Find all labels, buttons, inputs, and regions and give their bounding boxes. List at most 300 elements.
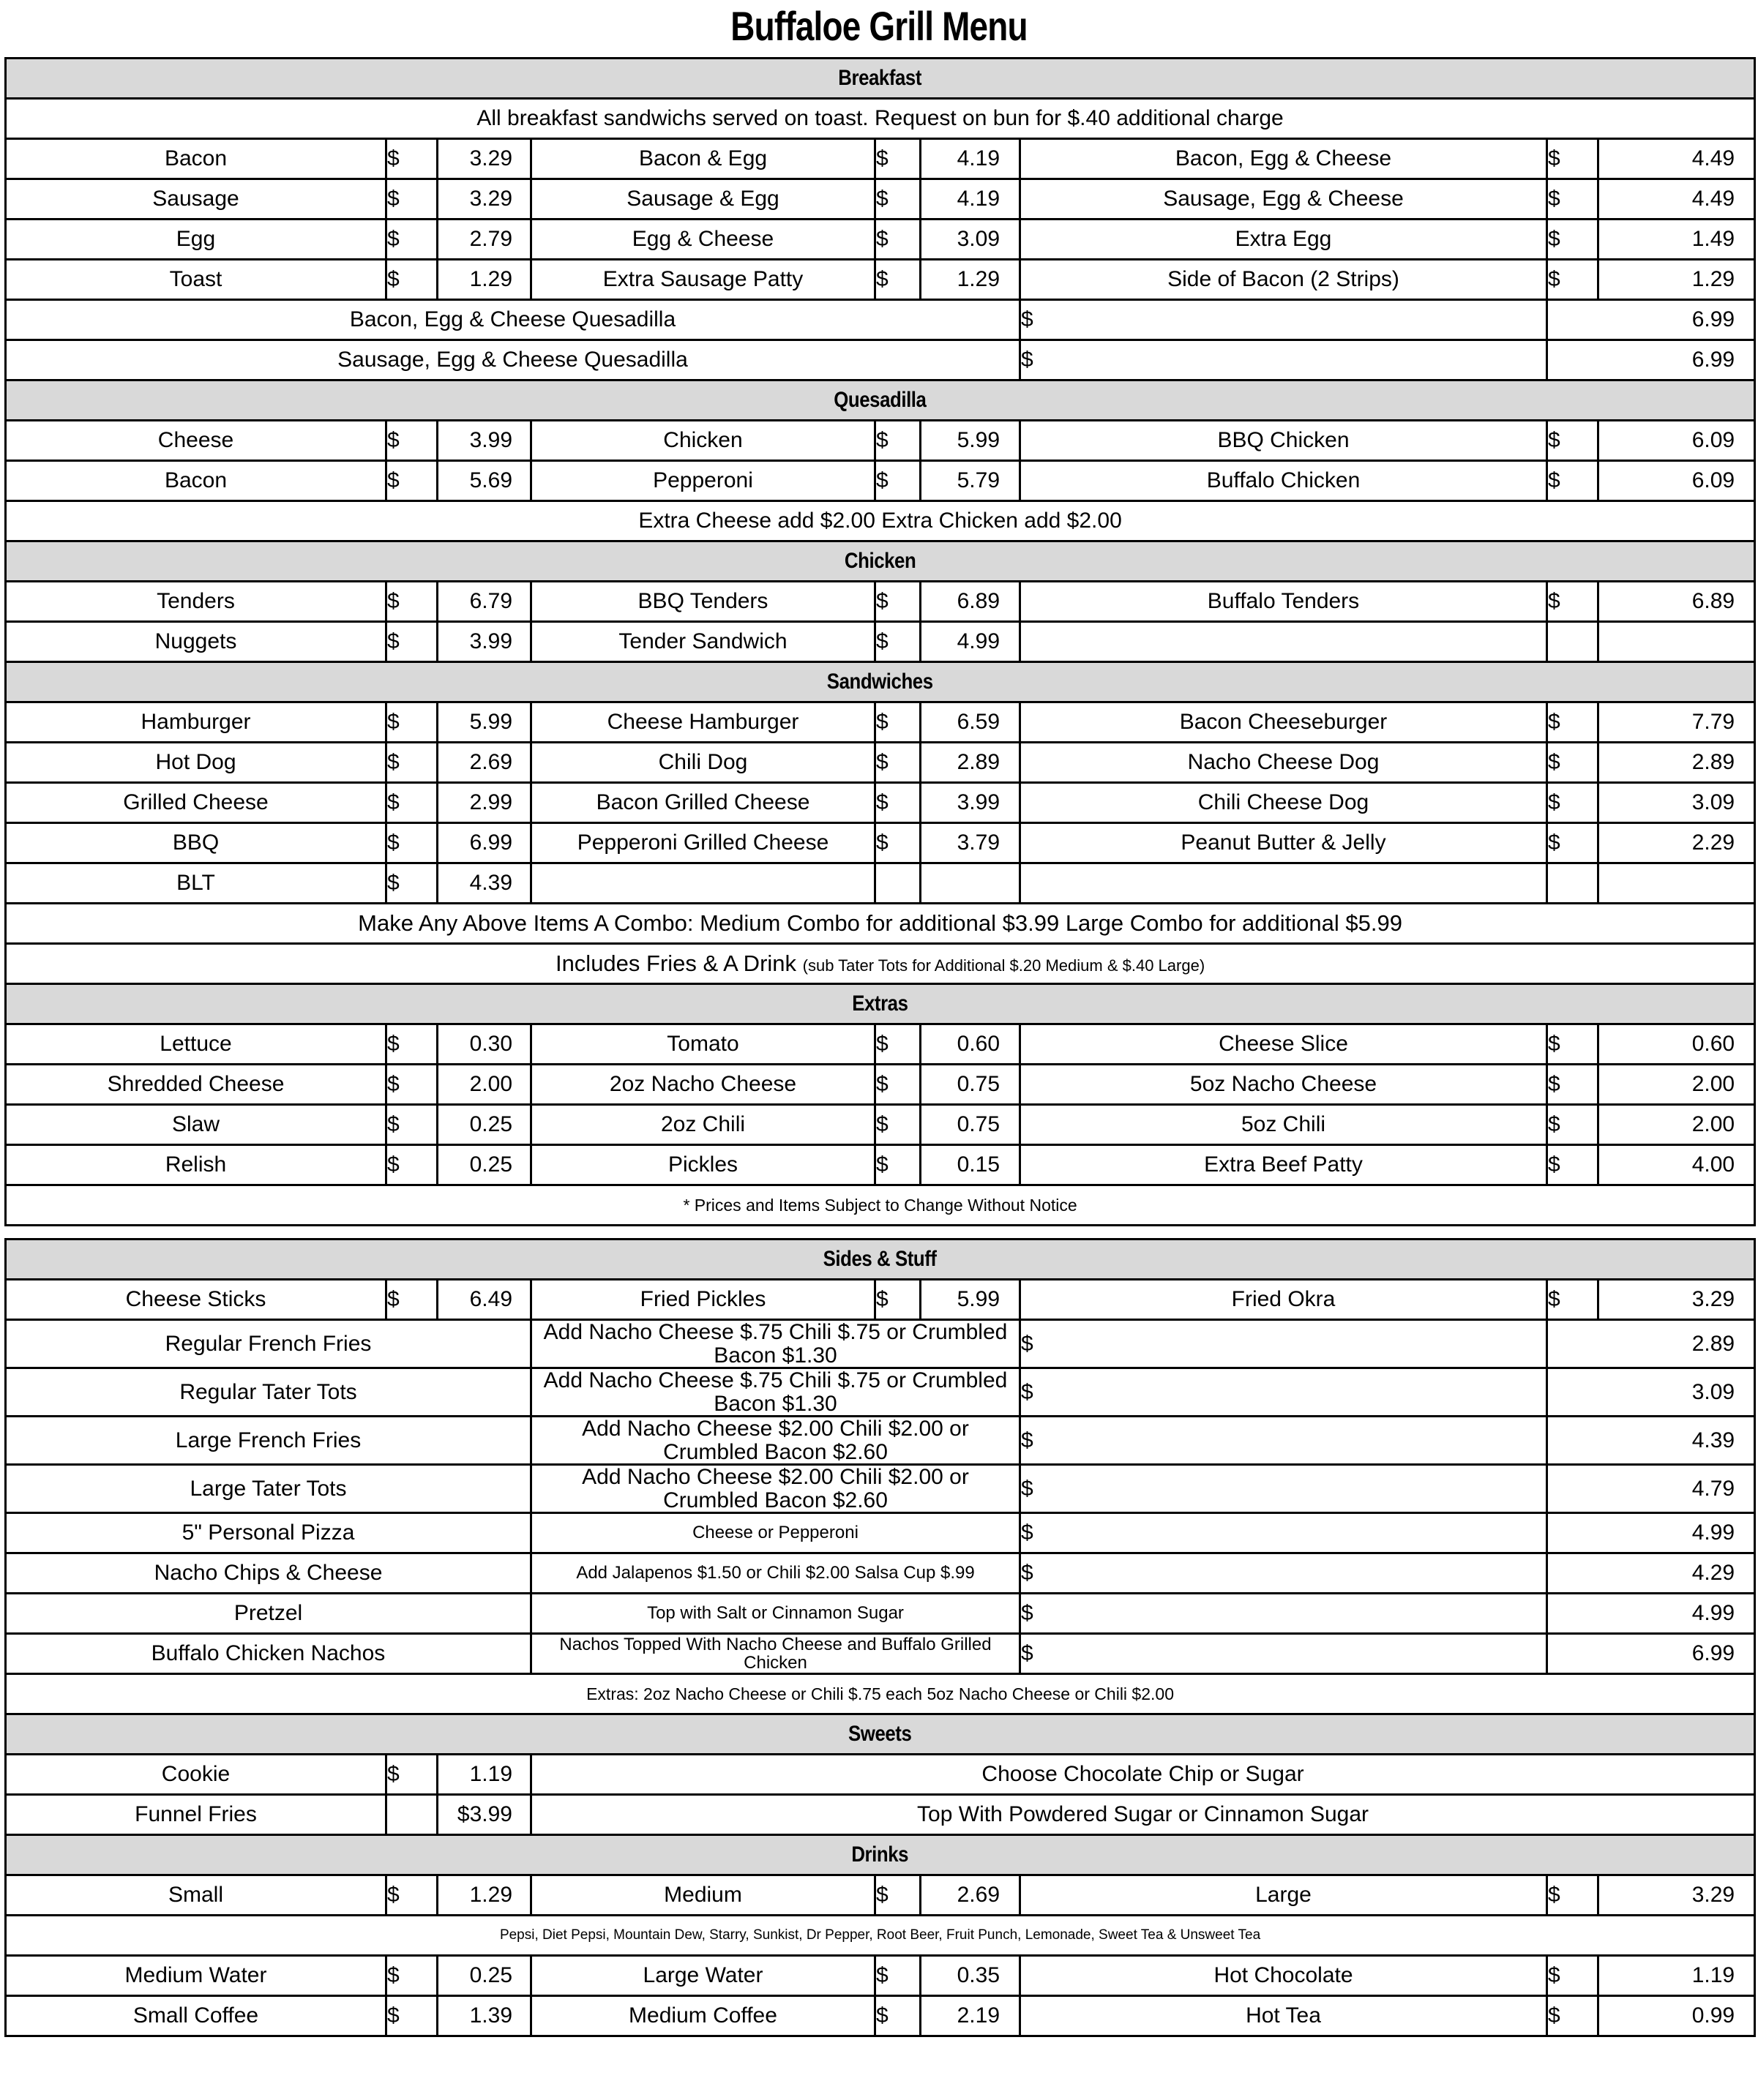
- currency-symbol: $: [1547, 461, 1598, 501]
- currency-symbol: $: [386, 783, 438, 823]
- item-price: 3.09: [1547, 1368, 1755, 1417]
- item-price: 2.99: [438, 783, 531, 823]
- item-price: 1.19: [438, 1755, 531, 1795]
- item-name: BBQ Tenders: [531, 582, 875, 622]
- item-name: Chili Cheese Dog: [1020, 783, 1547, 823]
- item-name: 5" Personal Pizza: [6, 1513, 531, 1553]
- item-name: [531, 863, 875, 904]
- item-name: Buffalo Chicken: [1020, 461, 1547, 501]
- item-description: Top With Powdered Sugar or Cinnamon Sugar: [531, 1795, 1755, 1835]
- menu-row: [6, 1996, 1755, 2036]
- currency-symbol: $: [1547, 179, 1598, 220]
- item-description: Add Nacho Cheese $2.00 Chili $2.00 or Crumbled Bacon $2.60: [531, 1417, 1020, 1465]
- item-description: Add Nacho Cheese $.75 Chili $.75 or Crumbled Bacon $1.30: [531, 1320, 1020, 1368]
- currency-symbol: $: [1020, 1320, 1547, 1368]
- item-name: Pepperoni: [531, 461, 875, 501]
- item-name: Bacon Cheeseburger: [1020, 702, 1547, 743]
- item-price: 6.89: [921, 582, 1020, 622]
- item-name: BBQ: [6, 823, 386, 863]
- item-name: Cheese Hamburger: [531, 702, 875, 743]
- item-name: Cheese: [6, 421, 386, 461]
- menu-row: [6, 1875, 1755, 1916]
- item-price: 0.60: [1598, 1024, 1755, 1065]
- section-header-sweets: [6, 1714, 1755, 1755]
- item-price: 6.99: [438, 823, 531, 863]
- item-price: 4.99: [1547, 1594, 1755, 1634]
- currency-symbol: $: [1547, 783, 1598, 823]
- item-name: Bacon, Egg & Cheese: [1020, 139, 1547, 179]
- item-price: 3.79: [921, 823, 1020, 863]
- section-header-row: [6, 1835, 1755, 1875]
- section-header-chicken: [6, 541, 1755, 582]
- section-title: Chicken: [844, 549, 916, 574]
- section-header-extras: [6, 984, 1755, 1024]
- item-price: 1.29: [438, 1875, 531, 1916]
- currency-symbol: $: [875, 1996, 921, 2036]
- item-price: 2.69: [921, 1875, 1020, 1916]
- item-price: 4.29: [1547, 1553, 1755, 1594]
- currency-symbol: $: [1547, 743, 1598, 783]
- item-price: 5.99: [438, 702, 531, 743]
- currency-symbol: $: [1020, 340, 1547, 380]
- section-header-quesadilla: [6, 380, 1755, 421]
- item-name: Side of Bacon (2 Strips): [1020, 260, 1547, 300]
- item-name: Egg: [6, 220, 386, 260]
- currency-symbol: $: [1547, 260, 1598, 300]
- currency-symbol: $: [875, 179, 921, 220]
- currency-symbol: $: [386, 1065, 438, 1105]
- menu-row: [6, 622, 1755, 662]
- item-price: 2.29: [1598, 823, 1755, 863]
- item-name: Egg & Cheese: [531, 220, 875, 260]
- item-name: Toast: [6, 260, 386, 300]
- section-title: Sides & Stuff: [823, 1247, 938, 1272]
- currency-symbol: $: [875, 421, 921, 461]
- item-price: 2.00: [1598, 1065, 1755, 1105]
- item-price: [1598, 622, 1755, 662]
- currency-symbol: [1547, 863, 1598, 904]
- item-name: Extra Beef Patty: [1020, 1145, 1547, 1185]
- item-price: 1.39: [438, 1996, 531, 2036]
- currency-symbol: $: [1020, 300, 1547, 340]
- item-price: 0.30: [438, 1024, 531, 1065]
- currency-symbol: $: [386, 421, 438, 461]
- item-price: 0.60: [921, 1024, 1020, 1065]
- currency-symbol: $: [1547, 702, 1598, 743]
- item-name: Funnel Fries: [6, 1795, 386, 1835]
- currency-symbol: $: [1020, 1513, 1547, 1553]
- item-name: Medium Coffee: [531, 1996, 875, 2036]
- item-price: 7.79: [1598, 702, 1755, 743]
- item-name: Large French Fries: [6, 1417, 531, 1465]
- currency-symbol: $: [386, 1875, 438, 1916]
- currency-symbol: $: [1020, 1465, 1547, 1513]
- item-name: Buffalo Chicken Nachos: [6, 1634, 531, 1674]
- currency-symbol: $: [386, 1105, 438, 1145]
- currency-symbol: $: [875, 582, 921, 622]
- section-title: Breakfast: [838, 66, 922, 91]
- item-name: Pretzel: [6, 1594, 531, 1634]
- combo-note-2-main: Includes Fries & A Drink: [555, 950, 803, 976]
- currency-symbol: $: [1547, 582, 1598, 622]
- menu-row-desc: [6, 1465, 1755, 1513]
- section-header-row: [6, 59, 1755, 99]
- item-price: 2.00: [438, 1065, 531, 1105]
- currency-symbol: $: [386, 702, 438, 743]
- item-price: 4.19: [921, 179, 1020, 220]
- note-row: [6, 1674, 1755, 1714]
- item-price: [921, 863, 1020, 904]
- section-header-row: [6, 541, 1755, 582]
- item-name: Fried Pickles: [531, 1280, 875, 1320]
- item-price: 0.25: [438, 1956, 531, 1996]
- section-header-row: [6, 1714, 1755, 1755]
- currency-symbol: $: [386, 179, 438, 220]
- currency-symbol: $: [1547, 421, 1598, 461]
- item-name: Chili Dog: [531, 743, 875, 783]
- menu-row: [6, 582, 1755, 622]
- item-price: [1598, 863, 1755, 904]
- currency-symbol: $: [386, 461, 438, 501]
- note-row: [6, 1916, 1755, 1956]
- currency-symbol: $: [875, 1145, 921, 1185]
- item-name: [1020, 622, 1547, 662]
- item-price: 6.99: [1547, 300, 1755, 340]
- sides-note: Extras: 2oz Nacho Cheese or Chili $.75 each 5oz Nacho Cheese or Chili $2.00: [6, 1674, 1755, 1714]
- menu-row: [6, 461, 1755, 501]
- currency-symbol: $: [1547, 1996, 1598, 2036]
- currency-symbol: $: [1547, 139, 1598, 179]
- currency-symbol: $: [1547, 1065, 1598, 1105]
- item-price: 5.69: [438, 461, 531, 501]
- currency-symbol: $: [1547, 1956, 1598, 1996]
- item-name: Extra Egg: [1020, 220, 1547, 260]
- item-name: Hot Tea: [1020, 1996, 1547, 2036]
- menu-row-wide: [6, 340, 1755, 380]
- currency-symbol: $: [875, 743, 921, 783]
- item-name: Sausage, Egg & Cheese Quesadilla: [6, 340, 1020, 380]
- item-price: 4.39: [438, 863, 531, 904]
- menu-row-desc: [6, 1513, 1755, 1553]
- menu-row: [6, 743, 1755, 783]
- item-name: Extra Sausage Patty: [531, 260, 875, 300]
- item-name: Large Tater Tots: [6, 1465, 531, 1513]
- menu-row-desc: [6, 1594, 1755, 1634]
- item-name: Regular French Fries: [6, 1320, 531, 1368]
- menu-row: [6, 783, 1755, 823]
- quesadilla-note: Extra Cheese add $2.00 Extra Chicken add $2.00: [6, 501, 1755, 541]
- menu-row-desc: [6, 1417, 1755, 1465]
- currency-symbol: $: [386, 220, 438, 260]
- breakfast-note: All breakfast sandwichs served on toast. Request on bun for $.40 additional charge: [6, 99, 1755, 139]
- item-price: 6.09: [1598, 461, 1755, 501]
- currency-symbol: $: [1547, 823, 1598, 863]
- item-name: Buffalo Tenders: [1020, 582, 1547, 622]
- price-disclaimer: * Prices and Items Subject to Change Without Notice: [6, 1185, 1755, 1226]
- combo-note: Make Any Above Items A Combo: Medium Combo for additional $3.99 Large Combo for additional $5.99: [6, 904, 1755, 944]
- item-price: 4.00: [1598, 1145, 1755, 1185]
- item-name: Tomato: [531, 1024, 875, 1065]
- menu-row-desc: [6, 1320, 1755, 1368]
- section-header-row: [6, 662, 1755, 702]
- item-name: Bacon & Egg: [531, 139, 875, 179]
- item-description: Add Jalapenos $1.50 or Chili $2.00 Salsa Cup $.99: [531, 1553, 1020, 1594]
- currency-symbol: $: [386, 1145, 438, 1185]
- menu-row: [6, 702, 1755, 743]
- menu-row: [6, 139, 1755, 179]
- item-price: 3.99: [438, 421, 531, 461]
- menu-row: [6, 823, 1755, 863]
- item-name: Relish: [6, 1145, 386, 1185]
- currency-symbol: $: [386, 139, 438, 179]
- item-price: 0.25: [438, 1105, 531, 1145]
- item-price: 0.99: [1598, 1996, 1755, 2036]
- item-name: Nuggets: [6, 622, 386, 662]
- section-title: Sweets: [848, 1722, 912, 1747]
- item-description: Top with Salt or Cinnamon Sugar: [531, 1594, 1020, 1634]
- item-name: Medium Water: [6, 1956, 386, 1996]
- currency-symbol: $: [1547, 1105, 1598, 1145]
- combo-note-2-sub: (sub Tater Tots for Additional $.20 Medium & $.40 Large): [802, 956, 1205, 975]
- currency-symbol: $: [1547, 1024, 1598, 1065]
- currency-symbol: $: [1547, 1875, 1598, 1916]
- item-price: 0.75: [921, 1065, 1020, 1105]
- currency-symbol: $: [386, 260, 438, 300]
- item-name: 2oz Nacho Cheese: [531, 1065, 875, 1105]
- menu-row: [6, 260, 1755, 300]
- section-header-row: [6, 1240, 1755, 1280]
- item-price: 0.25: [438, 1145, 531, 1185]
- note-row: [6, 501, 1755, 541]
- menu-row: [6, 1280, 1755, 1320]
- item-price: 4.99: [921, 622, 1020, 662]
- item-name: Grilled Cheese: [6, 783, 386, 823]
- item-price: 4.49: [1598, 139, 1755, 179]
- item-price: 3.29: [1598, 1280, 1755, 1320]
- item-name: Slaw: [6, 1105, 386, 1145]
- menu-row: [6, 1065, 1755, 1105]
- drink-flavors: Pepsi, Diet Pepsi, Mountain Dew, Starry, Sunkist, Dr Pepper, Root Beer, Fruit Punch, Lemonade, Sweet Tea & Unsweet Tea: [6, 1916, 1755, 1956]
- currency-symbol: $: [1020, 1417, 1547, 1465]
- item-name: Tenders: [6, 582, 386, 622]
- item-price: 2.89: [1598, 743, 1755, 783]
- currency-symbol: $: [386, 743, 438, 783]
- item-name: Bacon: [6, 461, 386, 501]
- currency-symbol: $: [875, 1065, 921, 1105]
- item-price: 1.29: [1598, 260, 1755, 300]
- section-title: Drinks: [851, 1842, 909, 1867]
- currency-symbol: $: [875, 260, 921, 300]
- currency-symbol: $: [875, 461, 921, 501]
- section-title: Sandwiches: [827, 670, 933, 694]
- item-name: BLT: [6, 863, 386, 904]
- currency-symbol: $: [386, 622, 438, 662]
- currency-symbol: $: [875, 139, 921, 179]
- item-price: 0.35: [921, 1956, 1020, 1996]
- item-price: 6.89: [1598, 582, 1755, 622]
- currency-symbol: $: [386, 1956, 438, 1996]
- currency-symbol: $: [386, 582, 438, 622]
- item-name: Medium: [531, 1875, 875, 1916]
- item-price: 1.49: [1598, 220, 1755, 260]
- item-name: Tender Sandwich: [531, 622, 875, 662]
- currency-symbol: [386, 1795, 438, 1835]
- item-name: Cookie: [6, 1755, 386, 1795]
- menu-row-desc: [6, 1368, 1755, 1417]
- menu-row: [6, 1145, 1755, 1185]
- item-name: Bacon, Egg & Cheese Quesadilla: [6, 300, 1020, 340]
- menu-row: [6, 1105, 1755, 1145]
- item-description: Add Nacho Cheese $2.00 Chili $2.00 or Crumbled Bacon $2.60: [531, 1465, 1020, 1513]
- menu-row: [6, 1024, 1755, 1065]
- item-price: 3.29: [438, 179, 531, 220]
- currency-symbol: $: [875, 1024, 921, 1065]
- item-price: 2.69: [438, 743, 531, 783]
- item-price: 1.19: [1598, 1956, 1755, 1996]
- section-header-drinks: [6, 1835, 1755, 1875]
- combo-note-2: [6, 944, 1755, 984]
- item-name: Chicken: [531, 421, 875, 461]
- item-name: [1020, 863, 1547, 904]
- note-row: [6, 944, 1755, 984]
- item-price: 4.19: [921, 139, 1020, 179]
- item-name: Large Water: [531, 1956, 875, 1996]
- item-price: $3.99: [438, 1795, 531, 1835]
- item-price: 5.99: [921, 1280, 1020, 1320]
- menu-row-sweet: [6, 1755, 1755, 1795]
- currency-symbol: $: [1020, 1594, 1547, 1634]
- currency-symbol: $: [1547, 1145, 1598, 1185]
- currency-symbol: $: [1020, 1368, 1547, 1417]
- menu-row: [6, 863, 1755, 904]
- note-row: [6, 99, 1755, 139]
- note-row: [6, 904, 1755, 944]
- item-name: Cheese Slice: [1020, 1024, 1547, 1065]
- item-name: Large: [1020, 1875, 1547, 1916]
- menu-row: [6, 220, 1755, 260]
- item-price: 2.00: [1598, 1105, 1755, 1145]
- item-name: Small: [6, 1875, 386, 1916]
- item-name: 5oz Nacho Cheese: [1020, 1065, 1547, 1105]
- item-price: 4.39: [1547, 1417, 1755, 1465]
- page-title: Buffaloe Grill Menu: [730, 3, 1028, 49]
- section-title: Quesadilla: [834, 388, 927, 413]
- item-price: 2.19: [921, 1996, 1020, 2036]
- item-name: Pickles: [531, 1145, 875, 1185]
- item-price: 4.99: [1547, 1513, 1755, 1553]
- note-row: [6, 1185, 1755, 1226]
- item-price: 6.99: [1547, 340, 1755, 380]
- currency-symbol: $: [386, 1280, 438, 1320]
- currency-symbol: $: [875, 783, 921, 823]
- item-name: Lettuce: [6, 1024, 386, 1065]
- item-name: Hot Dog: [6, 743, 386, 783]
- menu-row: [6, 179, 1755, 220]
- item-price: 0.75: [921, 1105, 1020, 1145]
- currency-symbol: $: [386, 863, 438, 904]
- item-name: Shredded Cheese: [6, 1065, 386, 1105]
- item-name: Fried Okra: [1020, 1280, 1547, 1320]
- section-header-breakfast: [6, 59, 1755, 99]
- item-description: Cheese or Pepperoni: [531, 1513, 1020, 1553]
- currency-symbol: $: [875, 702, 921, 743]
- item-price: 6.09: [1598, 421, 1755, 461]
- item-price: 2.89: [1547, 1320, 1755, 1368]
- currency-symbol: $: [1020, 1634, 1547, 1674]
- item-name: Hamburger: [6, 702, 386, 743]
- item-name: Bacon Grilled Cheese: [531, 783, 875, 823]
- item-name: Cheese Sticks: [6, 1280, 386, 1320]
- currency-symbol: $: [386, 823, 438, 863]
- currency-symbol: $: [875, 823, 921, 863]
- currency-symbol: $: [875, 1105, 921, 1145]
- item-name: 5oz Chili: [1020, 1105, 1547, 1145]
- item-price: 3.99: [438, 622, 531, 662]
- menu-table-upper: [4, 57, 1756, 1226]
- item-name: Small Coffee: [6, 1996, 386, 2036]
- item-name: Nacho Cheese Dog: [1020, 743, 1547, 783]
- currency-symbol: $: [1547, 1280, 1598, 1320]
- menu-row-sweet: [6, 1795, 1755, 1835]
- currency-symbol: [1547, 622, 1598, 662]
- currency-symbol: $: [875, 622, 921, 662]
- section-header-sandwiches: [6, 662, 1755, 702]
- item-price: 1.29: [921, 260, 1020, 300]
- item-price: 3.99: [921, 783, 1020, 823]
- menu-row-desc: [6, 1553, 1755, 1594]
- item-name: 2oz Chili: [531, 1105, 875, 1145]
- item-price: 6.49: [438, 1280, 531, 1320]
- menu-row-desc: [6, 1634, 1755, 1674]
- item-name: Bacon: [6, 139, 386, 179]
- currency-symbol: $: [1020, 1553, 1547, 1594]
- item-name: Nacho Chips & Cheese: [6, 1553, 531, 1594]
- menu-table-lower: [4, 1238, 1756, 2037]
- item-name: Sausage: [6, 179, 386, 220]
- menu-row: [6, 421, 1755, 461]
- currency-symbol: $: [875, 1280, 921, 1320]
- item-price: 6.59: [921, 702, 1020, 743]
- item-name: Pepperoni Grilled Cheese: [531, 823, 875, 863]
- currency-symbol: $: [875, 220, 921, 260]
- item-description: Nachos Topped With Nacho Cheese and Buffalo Grilled Chicken: [531, 1634, 1020, 1674]
- currency-symbol: $: [386, 1755, 438, 1795]
- menu-row: [6, 1956, 1755, 1996]
- item-name: Regular Tater Tots: [6, 1368, 531, 1417]
- currency-symbol: $: [1547, 220, 1598, 260]
- section-header-row: [6, 984, 1755, 1024]
- currency-symbol: $: [386, 1024, 438, 1065]
- section-title: Extras: [852, 991, 908, 1016]
- item-price: 3.29: [1598, 1875, 1755, 1916]
- item-description: Add Nacho Cheese $.75 Chili $.75 or Crumbled Bacon $1.30: [531, 1368, 1020, 1417]
- section-header-row: [6, 380, 1755, 421]
- item-price: 4.49: [1598, 179, 1755, 220]
- item-price: 3.09: [1598, 783, 1755, 823]
- item-price: 4.79: [1547, 1465, 1755, 1513]
- section-header-sides: [6, 1240, 1755, 1280]
- item-name: Sausage & Egg: [531, 179, 875, 220]
- item-price: 5.99: [921, 421, 1020, 461]
- item-price: 3.09: [921, 220, 1020, 260]
- item-price: 0.15: [921, 1145, 1020, 1185]
- item-name: BBQ Chicken: [1020, 421, 1547, 461]
- item-price: 3.29: [438, 139, 531, 179]
- item-price: 6.99: [1547, 1634, 1755, 1674]
- menu-row-wide: [6, 300, 1755, 340]
- item-name: Hot Chocolate: [1020, 1956, 1547, 1996]
- currency-symbol: [875, 863, 921, 904]
